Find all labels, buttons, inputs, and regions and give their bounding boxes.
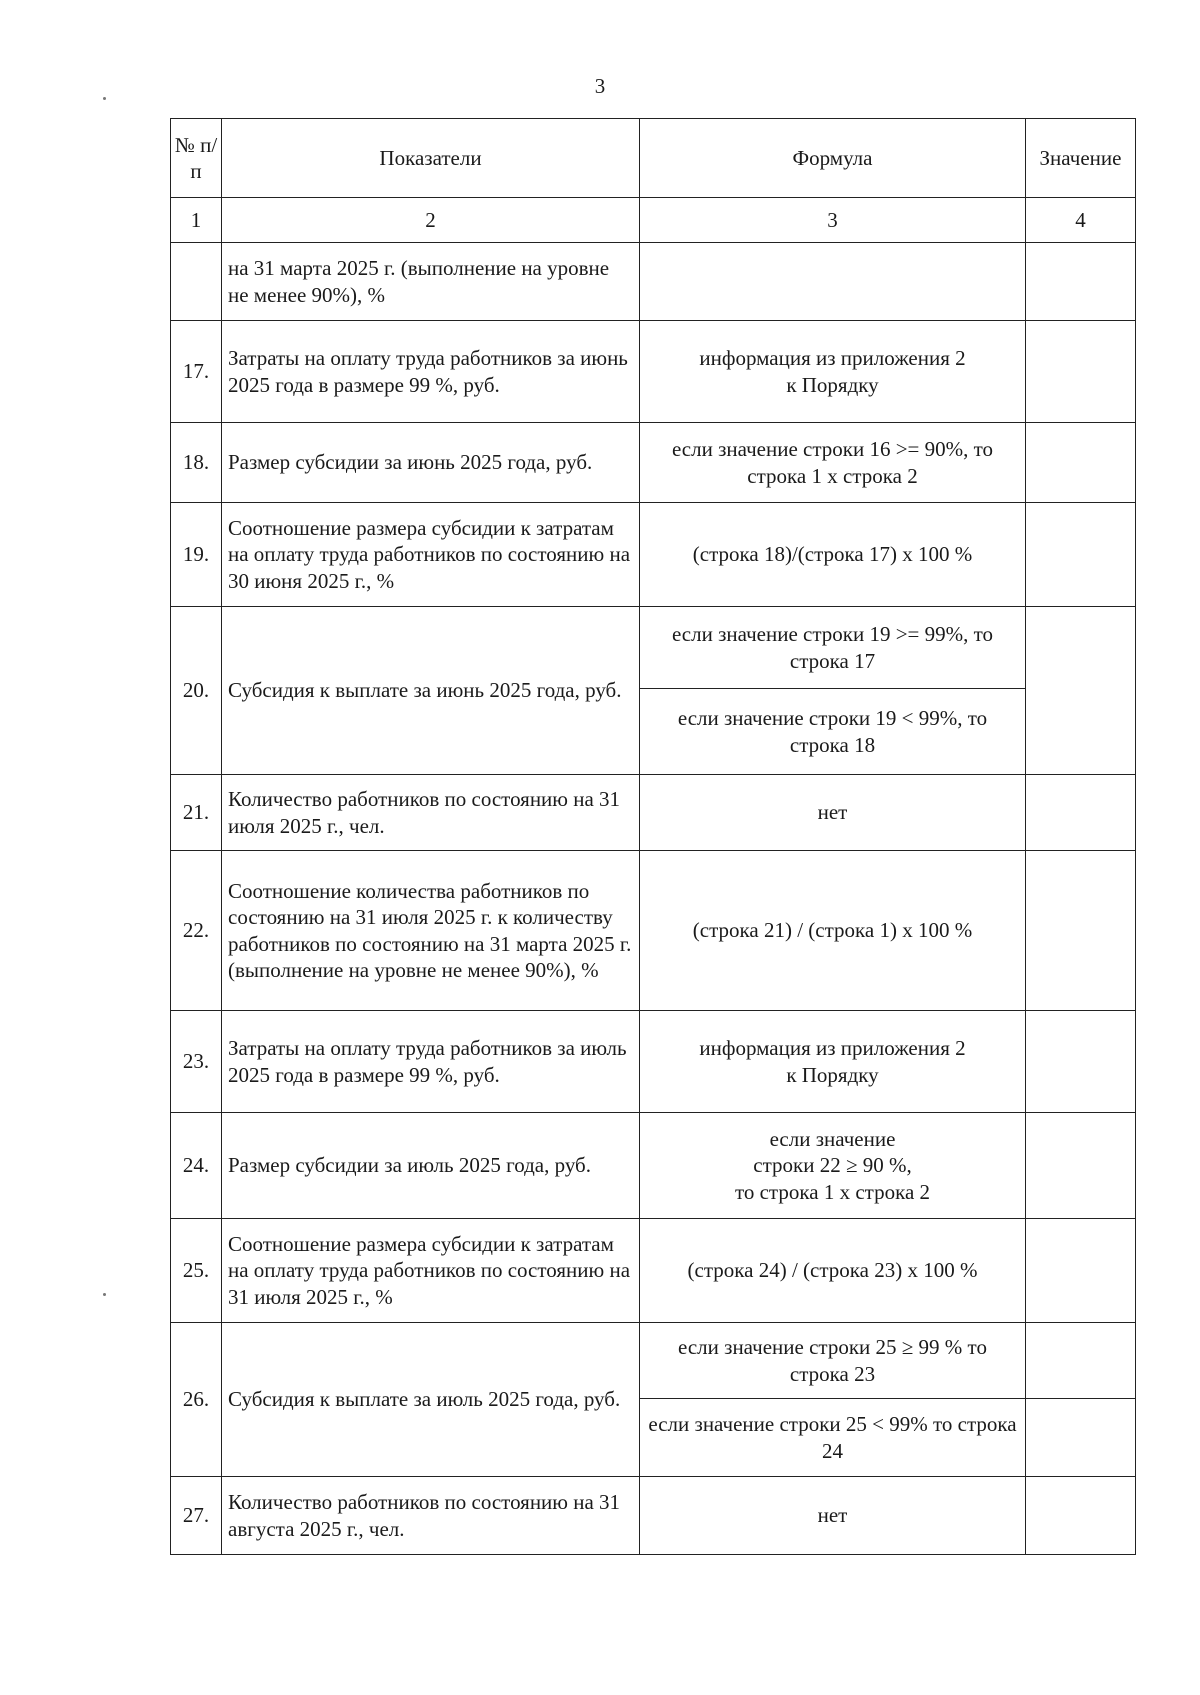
row-indicator: на 31 марта 2025 г. (выполнение на уровне не менее 90%), % (222, 243, 640, 321)
margin-mark (103, 97, 106, 100)
table-row (171, 243, 1136, 321)
row-value (1026, 851, 1136, 1011)
row-formula-b: если значение строки 19 < 99%, то строка 18 (640, 689, 1026, 775)
row-num: 18. (171, 423, 222, 503)
header-num: № п/п (171, 119, 222, 198)
row-num: 25. (171, 1219, 222, 1323)
table-row (171, 1219, 1136, 1323)
row-indicator: Соотношение размера субсидии к затратам на оплату труда работников по состоянию на 30 июня 2025 г., % (222, 503, 640, 607)
row-value (1026, 607, 1136, 775)
col-index: 1 (171, 198, 222, 243)
row-formula-a: если значение строки 19 >= 99%, то строка 17 (640, 607, 1026, 689)
row-formula: нет (640, 1477, 1026, 1555)
row-value (1026, 321, 1136, 423)
row-formula (640, 243, 1026, 321)
row-formula: (строка 21) / (строка 1) х 100 % (640, 851, 1026, 1011)
row-indicator: Субсидия к выплате за июнь 2025 года, руб. (222, 607, 640, 775)
row-num: 21. (171, 775, 222, 851)
row-indicator: Размер субсидии за июнь 2025 года, руб. (222, 423, 640, 503)
row-num: 20. (171, 607, 222, 775)
col-index: 2 (222, 198, 640, 243)
row-num: 19. (171, 503, 222, 607)
row-value (1026, 503, 1136, 607)
col-index: 4 (1026, 198, 1136, 243)
row-indicator: Соотношение количества работников по состоянию на 31 июля 2025 г. к количеству работников по состоянию на 31 марта 2025 г. (выполнение на уровне не менее 90%), % (222, 851, 640, 1011)
row-value-b (1026, 1399, 1136, 1477)
table-row (171, 321, 1136, 423)
row-value (1026, 243, 1136, 321)
table-row (171, 851, 1136, 1011)
row-indicator: Субсидия к выплате за июль 2025 года, руб. (222, 1323, 640, 1477)
row-value-a (1026, 1323, 1136, 1399)
row-formula: (строка 18)/(строка 17) х 100 % (640, 503, 1026, 607)
row-formula: (строка 24) / (строка 23) х 100 % (640, 1219, 1026, 1323)
row-num: 17. (171, 321, 222, 423)
row-formula-b: если значение строки 25 < 99% то строка 24 (640, 1399, 1026, 1477)
row-num: 24. (171, 1113, 222, 1219)
row-formula: нет (640, 775, 1026, 851)
row-value (1026, 1113, 1136, 1219)
row-formula-a: если значение строки 25 ≥ 99 % то строка 23 (640, 1323, 1026, 1399)
row-value (1026, 1477, 1136, 1555)
table-row (171, 423, 1136, 503)
col-index: 3 (640, 198, 1026, 243)
indicators-table (170, 118, 1136, 1555)
row-indicator: Затраты на оплату труда работников за июнь 2025 года в размере 99 %, руб. (222, 321, 640, 423)
header-value: Значение (1026, 119, 1136, 198)
row-value (1026, 423, 1136, 503)
table-row (171, 1477, 1136, 1555)
row-num: 26. (171, 1323, 222, 1477)
row-formula: информация из приложения 2 к Порядку (640, 1011, 1026, 1113)
row-indicator: Количество работников по состоянию на 31 июля 2025 г., чел. (222, 775, 640, 851)
row-indicator: Размер субсидии за июль 2025 года, руб. (222, 1113, 640, 1219)
row-formula: если значение строки 22 ≥ 90 %, то строка 1 х строка 2 (640, 1113, 1026, 1219)
header-formula: Формула (640, 119, 1026, 198)
row-formula: если значение строки 16 >= 90%, то строка 1 х строка 2 (640, 423, 1026, 503)
table-row (171, 503, 1136, 607)
margin-mark (103, 1293, 106, 1296)
table-row (171, 775, 1136, 851)
column-index-row (171, 198, 1136, 243)
header-indicator: Показатели (222, 119, 640, 198)
row-value (1026, 1219, 1136, 1323)
row-value (1026, 1011, 1136, 1113)
table-row (171, 1323, 1136, 1399)
row-num: 23. (171, 1011, 222, 1113)
table-row (171, 1113, 1136, 1219)
table-row (171, 607, 1136, 689)
row-num: 27. (171, 1477, 222, 1555)
row-value (1026, 775, 1136, 851)
row-formula: информация из приложения 2 к Порядку (640, 321, 1026, 423)
row-num (171, 243, 222, 321)
table-row (171, 1011, 1136, 1113)
row-num: 22. (171, 851, 222, 1011)
row-indicator: Количество работников по состоянию на 31 августа 2025 г., чел. (222, 1477, 640, 1555)
row-indicator: Соотношение размера субсидии к затратам на оплату труда работников по состоянию на 31 июля 2025 г., % (222, 1219, 640, 1323)
table-header-row (171, 119, 1136, 198)
page-number: 3 (594, 74, 606, 98)
row-indicator: Затраты на оплату труда работников за июль 2025 года в размере 99 %, руб. (222, 1011, 640, 1113)
